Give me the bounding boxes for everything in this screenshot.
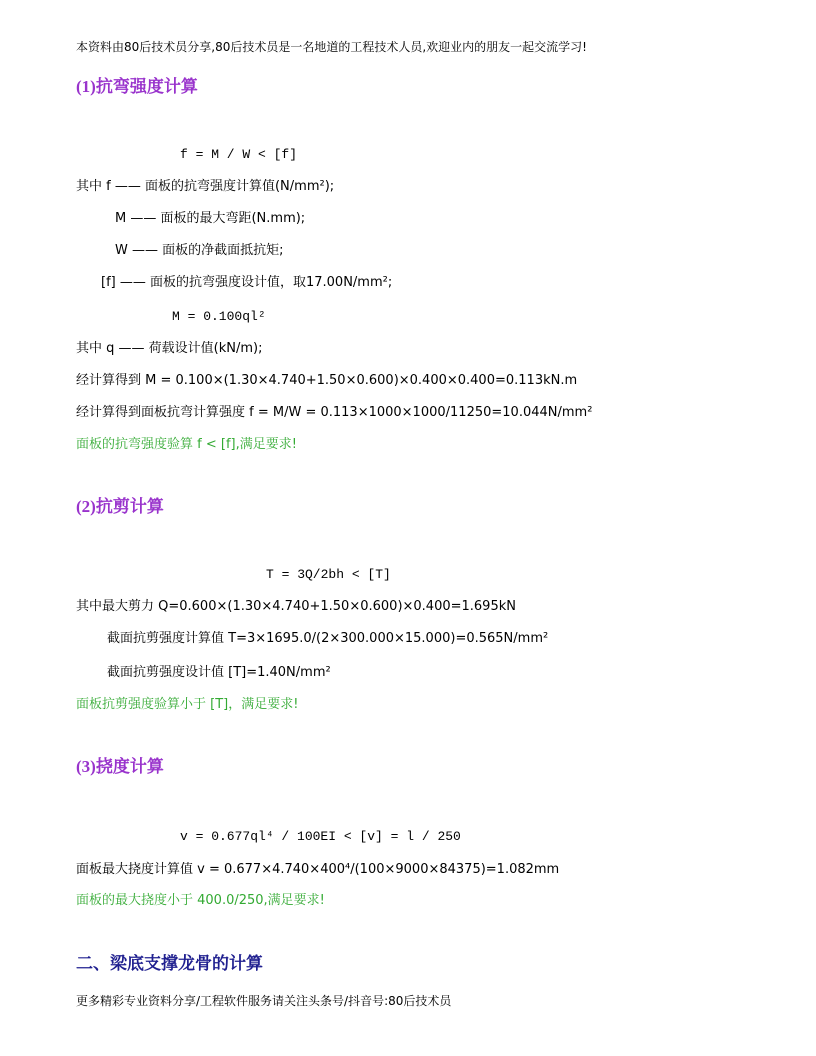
footer-note: 更多精彩专业资料分享/工程软件服务请关注头条号/抖音号:80后技术员 — [76, 994, 452, 1008]
deflection-formula: v = 0.677ql⁴ / 100EI < [v] = l / 250 — [180, 829, 461, 844]
calc-f: 经计算得到面板抗弯计算强度 f = M/W = 0.113×1000×1000/11250=10.044N/mm² — [76, 405, 593, 420]
deflection-conclusion: 面板的最大挠度小于 400.0/250,满足要求! — [76, 893, 325, 908]
def-M: M —— 面板的最大弯距(N.mm); — [115, 211, 306, 226]
def-f: 其中 f —— 面板的抗弯强度计算值(N/mm²); — [76, 179, 335, 194]
def-q: 其中 q —— 荷载设计值(kN/m); — [76, 341, 263, 356]
shear-section-title: (2)抗剪计算 — [76, 497, 164, 516]
design-T: 截面抗剪强度设计值 [T]=1.40N/mm² — [107, 665, 331, 680]
bending-conclusion: 面板的抗弯强度验算 f < [f],满足要求! — [76, 437, 297, 452]
deflection-section-title: (3)挠度计算 — [76, 757, 164, 776]
calc-M: 经计算得到 M = 0.100×(1.30×4.740+1.50×0.600)×0.400×0.400=0.113kN.m — [76, 373, 578, 388]
bending-formula: f = M / W < [f] — [180, 147, 298, 162]
header-note: 本资料由80后技术员分享,80后技术员是一名地道的工程技术人员,欢迎业内的朋友一起交流学习! — [76, 40, 587, 54]
bending-section-title: (1)抗弯强度计算 — [76, 77, 198, 96]
moment-formula: M = 0.100ql² — [172, 309, 266, 324]
calc-v: 面板最大挠度计算值 v = 0.677×4.740×400⁴/(100×9000×84375)=1.082mm — [76, 862, 560, 877]
shear-formula: T = 3Q/2bh < [T] — [266, 567, 391, 582]
def-W: W —— 面板的净截面抵抗矩; — [115, 243, 284, 258]
calc-T: 截面抗剪强度计算值 T=3×1695.0/(2×300.000×15.000)=0.565N/mm² — [107, 631, 549, 646]
def-f-allow: [f] —— 面板的抗弯强度设计值，取17.00N/mm²; — [101, 275, 393, 290]
chapter-title: 二、梁底支撑龙骨的计算 — [76, 954, 263, 973]
shear-conclusion: 面板抗剪强度验算小于 [T]，满足要求! — [76, 697, 299, 712]
calc-Q: 其中最大剪力 Q=0.600×(1.30×4.740+1.50×0.600)×0.400=1.695kN — [76, 599, 516, 614]
